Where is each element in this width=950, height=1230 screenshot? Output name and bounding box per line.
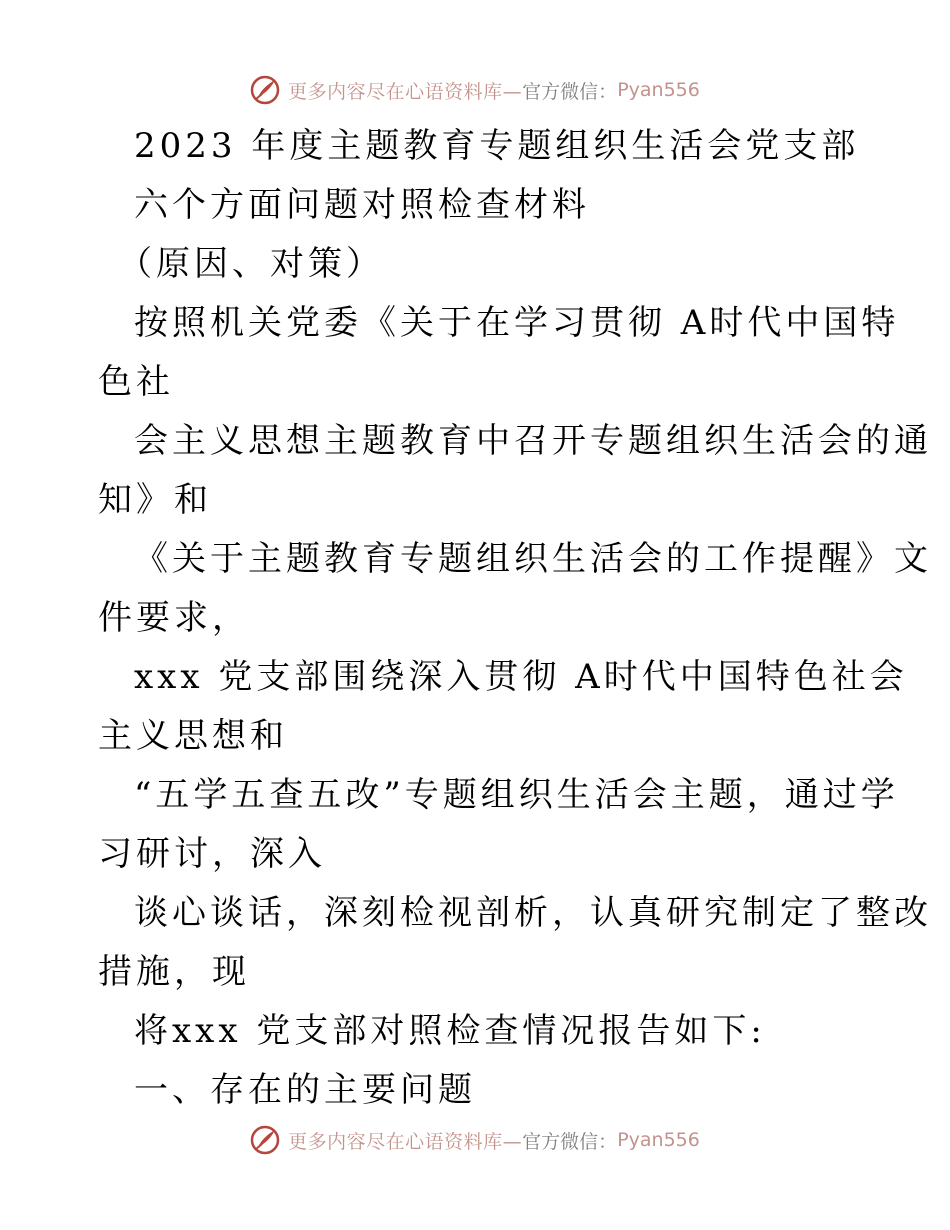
footer-watermark — [0, 1122, 950, 1158]
document-title-line1: 2023 年度主题教育专题组织生活会党支部 — [134, 126, 860, 166]
body-line: 按照机关党委《关于在学习贯彻 A时代中国特 — [134, 303, 900, 343]
body-line: “五学五查五改”专题组织生活会主题，通过学 — [134, 775, 899, 815]
watermark-text: 更多内容尽在心语资料库— — [288, 80, 523, 103]
watermark-wechat-label: 官方微信： — [522, 80, 618, 103]
body-line: 件要求， — [98, 598, 250, 638]
body-line: 谈心谈话，深刻检视剖析，认真研究制定了整改 — [134, 893, 932, 933]
watermark-wechat-label: 官方微信： — [522, 1130, 618, 1153]
section-heading: 一、存在的主要问题 — [134, 1070, 476, 1110]
document-title-line3: （原因、对策） — [118, 244, 384, 284]
body-line: 色社 — [98, 362, 174, 402]
body-line: 将xxx 党支部对照检查情况报告如下: — [134, 1011, 766, 1051]
watermark-text: 更多内容尽在心语资料库— — [288, 1130, 523, 1153]
body-line: 措施，现 — [98, 952, 250, 992]
body-line: 习研讨，深入 — [98, 834, 326, 874]
watermark-wechat-id: Pyan556 — [617, 1129, 700, 1151]
watermark-wechat-id: Pyan556 — [617, 79, 700, 101]
quill-logo-icon — [250, 1125, 280, 1155]
document-title-line2: 六个方面问题对照检查材料 — [134, 185, 590, 225]
body-line: 《关于主题教育专题组织生活会的工作提醒》文 — [134, 539, 932, 579]
body-line: xxx 党支部围绕深入贯彻 A时代中国特色社会 — [134, 657, 908, 697]
body-line: 主义思想和 — [98, 716, 288, 756]
body-line: 知》和 — [98, 480, 212, 520]
body-line: 会主义思想主题教育中召开专题组织生活会的通 — [134, 421, 932, 461]
